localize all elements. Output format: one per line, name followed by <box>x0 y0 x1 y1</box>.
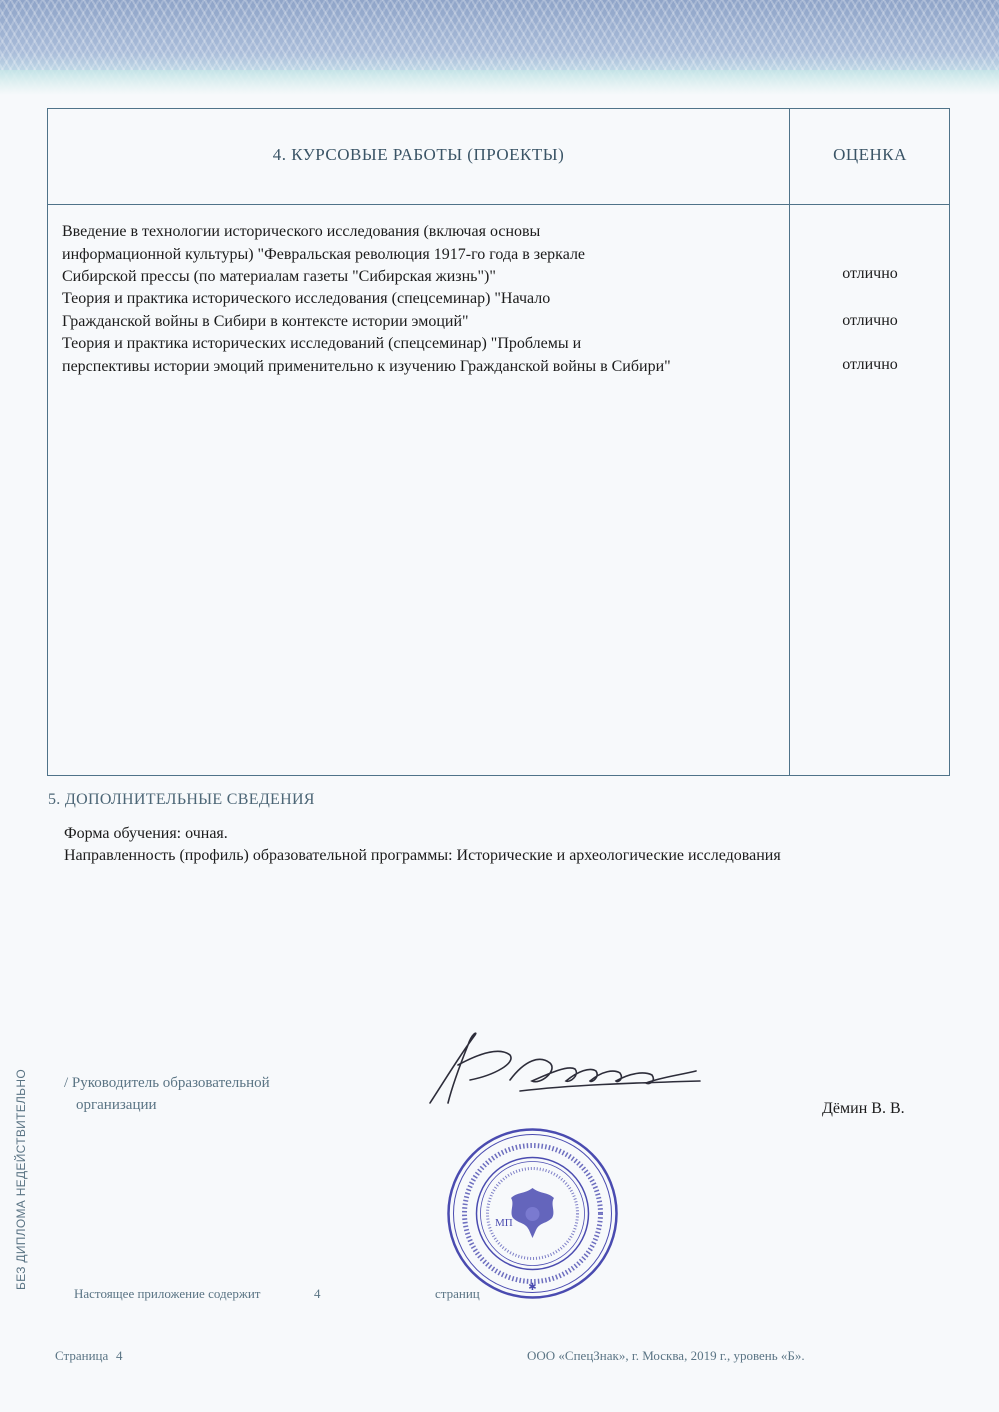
handwritten-signature <box>400 1025 720 1115</box>
svg-text:✱: ✱ <box>528 1282 537 1293</box>
coursework-item-2-line-1: Теория и практика исторического исследования (спецсеминар) "Начало <box>62 290 551 307</box>
signature-label <box>64 1072 270 1116</box>
coursework-header: 4. КУРСОВЫЕ РАБОТЫ (ПРОЕКТЫ) <box>272 145 565 164</box>
pages-suffix: страниц <box>435 1286 480 1301</box>
stamp-center-text: МП <box>495 1217 513 1229</box>
study-form: Форма обучения: очная. <box>64 825 228 842</box>
coursework-item-1 <box>62 221 585 289</box>
coursework-item-2 <box>62 288 550 333</box>
grade-header: ОЦЕНКА <box>833 145 907 164</box>
coursework-table <box>47 108 950 776</box>
page-label: Страница <box>55 1348 109 1363</box>
coursework-item-3-grade: отлично <box>842 356 898 373</box>
program-profile: Направленность (профиль) образовательной программы: Исторические и археологические исследования <box>64 847 781 864</box>
printer-info: ООО «СпецЗнак», г. Москва, 2019 г., уровень «Б». <box>527 1348 805 1363</box>
table-column-divider <box>789 109 790 775</box>
banner-fade <box>0 70 999 95</box>
pages-count: 4 <box>314 1286 321 1301</box>
coursework-item-2-line-2: Гражданской войны в Сибири в контексте истории эмоций" <box>62 312 469 330</box>
coursework-item-1-grade: отлично <box>842 265 898 282</box>
coursework-item-3-line-2: перспективы истории эмоций применительно к изучению Гражданской войны в Сибири" <box>62 357 671 375</box>
page-number: 4 <box>116 1348 123 1363</box>
coursework-item-1-line-1: Введение в технологии исторического исследования (включая основы <box>62 223 541 240</box>
coursework-item-1-line-3: Сибирской прессы (по материалам газеты "Сибирская жизнь")" <box>62 268 496 285</box>
additional-info-header: 5. ДОПОЛНИТЕЛЬНЫЕ СВЕДЕНИЯ <box>48 791 315 808</box>
coursework-item-1-line-2: информационной культуры) "Февральская революция 1917-го года в зеркале <box>62 245 586 263</box>
signature-label-line-1: / Руководитель образовательной <box>64 1075 270 1091</box>
coursework-item-2-grade: отлично <box>842 312 898 329</box>
coursework-item-3-line-1: Теория и практика исторических исследований (спецсеминар) "Проблемы и <box>62 335 582 352</box>
validity-notice: БЕЗ ДИПЛОМА НЕДЕЙСТВИТЕЛЬНО <box>14 1069 28 1290</box>
signatory-name: Дёмин В. В. <box>822 1100 905 1117</box>
pages-prefix: Настоящее приложение содержит <box>74 1286 261 1301</box>
coursework-item-3 <box>62 333 671 378</box>
signature-label-line-2: организации <box>76 1097 157 1113</box>
table-header-divider <box>48 204 949 205</box>
official-seal-stamp <box>445 1126 620 1301</box>
